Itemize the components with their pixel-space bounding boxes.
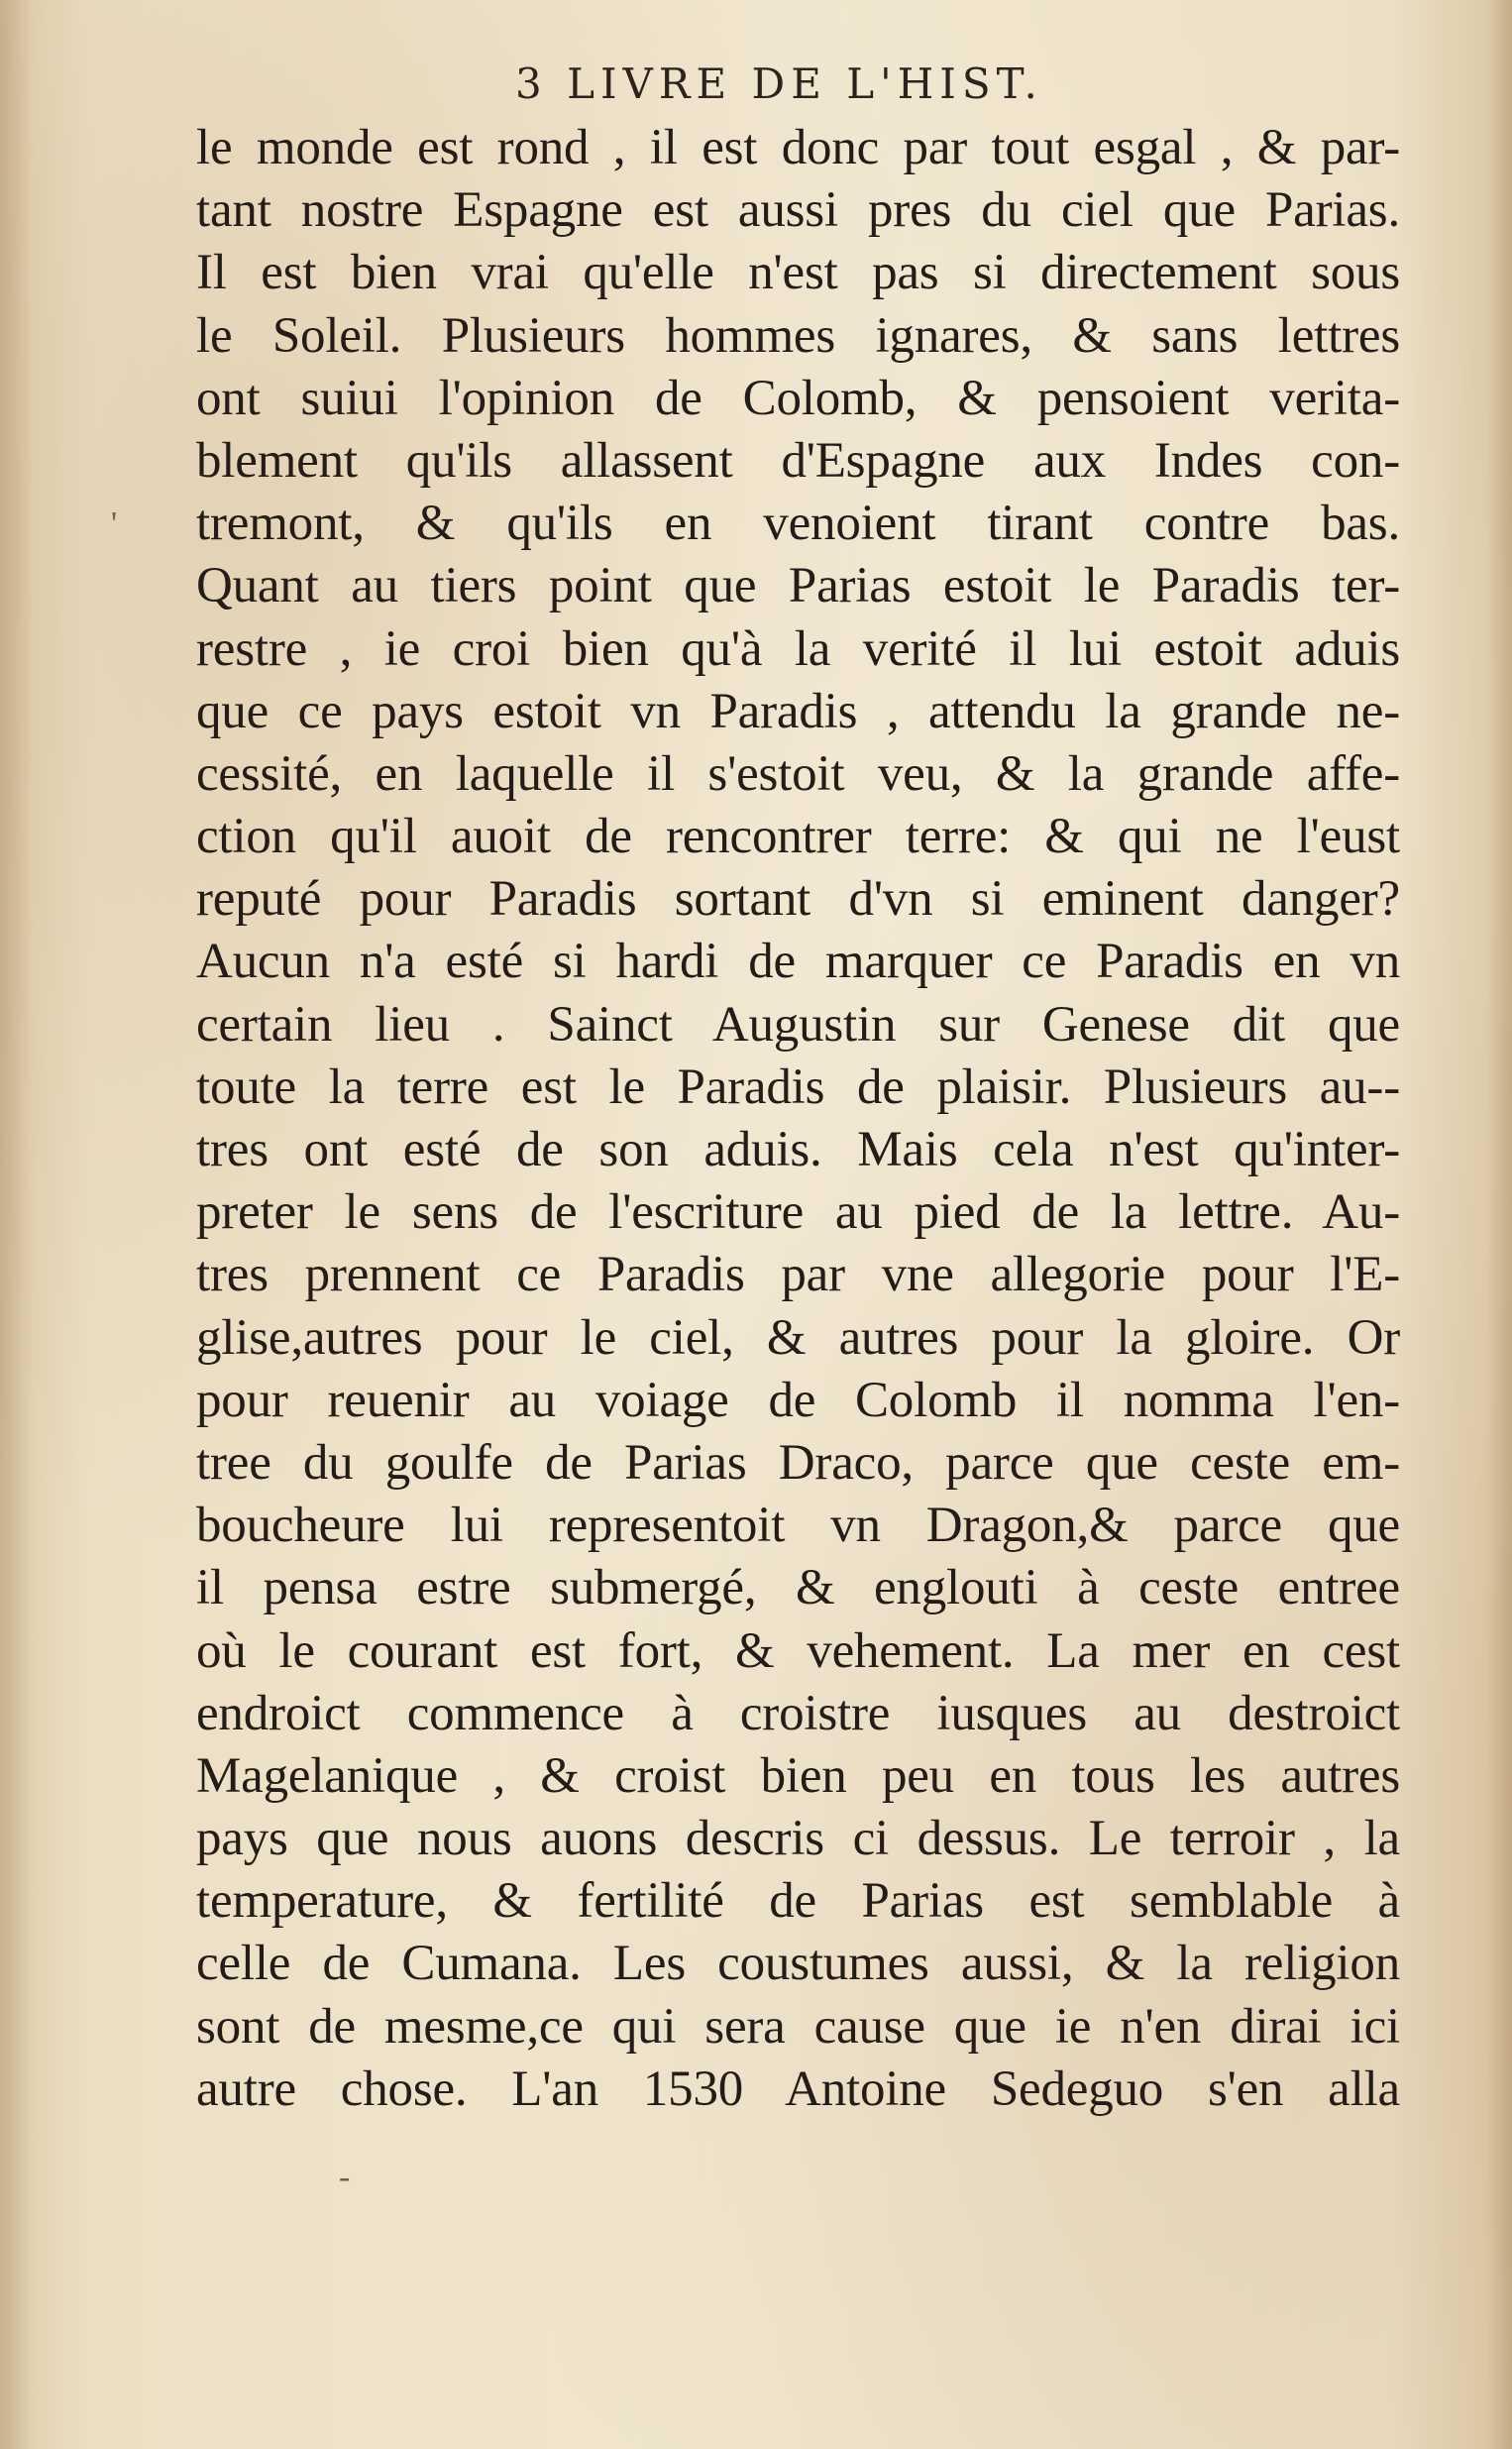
text-line: pour reuenir au voiage de Colomb il nomma l'en- — [196, 1372, 1400, 1428]
text-line: reputé pour Paradis sortant d'vn si eminent danger? — [196, 871, 1400, 928]
text-line: certain lieu . Sainct Augustin sur Genese dit que — [196, 996, 1400, 1053]
text-line: glise,autres pour le ciel, & autres pour la gloire. Or — [196, 1309, 1400, 1366]
text-line: tres ont esté de son aduis. Mais cela n'est qu'inter- — [196, 1122, 1400, 1177]
text-line: toute la terre est le Paradis de plaisir. Plusieurs au-- — [196, 1058, 1400, 1115]
text-line: boucheure lui representoit vn Dragon,& parce que — [196, 1498, 1400, 1554]
text-line: preter le sens de l'escriture au pied de la lettre. Au- — [196, 1184, 1400, 1241]
text-line: blement qu'ils allassent d'Espagne aux Indes con- — [196, 432, 1400, 489]
text-line: Quant au tiers point que Parias estoit le Paradis ter- — [196, 558, 1400, 614]
text-line: où le courant est fort, & vehement. La mer en cest — [196, 1622, 1400, 1679]
text-line: le Soleil. Plusieurs hommes ignares, & sans lettres — [196, 307, 1400, 364]
text-line: Il est bien vrai qu'elle n'est pas si directement sous — [196, 245, 1400, 301]
text-line: autre chose. L'an 1530 Antoine Sedeguo s'en alla — [196, 2060, 1400, 2117]
text-line: Magelanique , & croist bien peu en tous les autres — [196, 1747, 1400, 1804]
text-line: cessité, en laquelle il s'estoit veu, & la grande affe- — [196, 745, 1400, 802]
text-line: Aucun n'a esté si hardi de marquer ce Paradis en vn — [196, 934, 1400, 990]
page-edge-shadow — [1486, 0, 1512, 2449]
text-line: tree du goulfe de Parias Draco, parce que ceste em- — [196, 1434, 1400, 1491]
text-line: tant nostre Espagne est aussi pres du ciel que Parias. — [196, 182, 1400, 239]
margin-mark-bottom: - — [339, 2159, 351, 2195]
text-line: que ce pays estoit vn Paradis , attendu la grande ne- — [196, 683, 1400, 739]
text-line: ont suiui l'opinion de Colomb, & pensoient verita- — [196, 370, 1400, 426]
margin-mark-left: ' — [111, 505, 118, 542]
text-line: endroict commence à croistre iusques au destroict — [196, 1685, 1400, 1741]
text-line: sont de mesme,ce qui sera cause que ie n'en dirai ici — [196, 1998, 1400, 2055]
text-line: celle de Cumana. Les coustumes aussi, & la religion — [196, 1936, 1400, 1992]
text-line: ction qu'il auoit de rencontrer terre: & qui ne l'eust — [196, 809, 1400, 865]
text-line: restre , ie croi bien qu'à la verité il lui estoit aduis — [196, 620, 1400, 677]
running-head: 3 LIVRE DE L'HIST. — [515, 59, 1043, 108]
text-block — [196, 117, 1400, 2121]
text-line: temperature, & fertilité de Parias est semblable à — [196, 1873, 1400, 1930]
page-gutter-shadow — [0, 0, 34, 2449]
text-line: tremont, & qu'ils en venoient tirant contre bas. — [196, 496, 1400, 552]
text-line: pays que nous auons descris ci dessus. Le terroir , la — [196, 1811, 1400, 1867]
text-line: tres prennent ce Paradis par vne allegorie pour l'E- — [196, 1247, 1400, 1303]
text-line: le monde est rond , il est donc par tout esgal , & par- — [196, 120, 1400, 175]
text-line: il pensa estre submergé, & englouti à ceste entree — [196, 1560, 1400, 1616]
